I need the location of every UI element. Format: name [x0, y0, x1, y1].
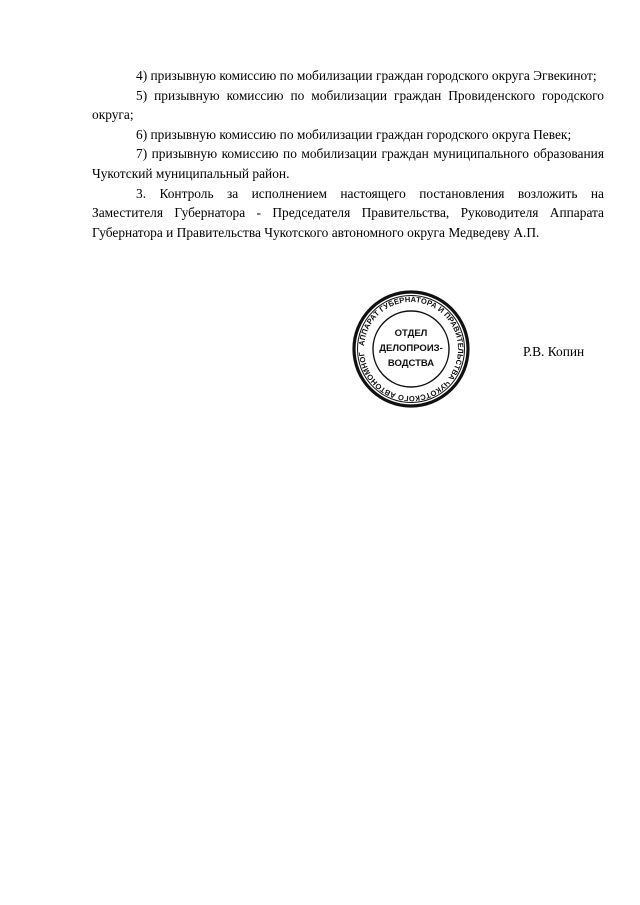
list-item-4: 4) призывную комиссию по мобилизации граждан городского округа Эгвекинот;: [136, 68, 597, 83]
signatory-name: Р.В. Копин: [523, 344, 585, 359]
list-item-7: 7) призывную комиссию по мобилизации граждан муниципального образования Чукотский муниципальный район.: [92, 146, 604, 181]
stamp-center-line-2: ДЕЛОПРОИЗ-: [379, 343, 443, 354]
stamp-center-line-1: ОТДЕЛ: [394, 328, 428, 339]
document-body: [92, 66, 604, 242]
list-item-6: 6) призывную комиссию по мобилизации граждан городского округа Певек;: [136, 126, 572, 142]
official-stamp: [351, 289, 471, 409]
list-item-5: 5) призывную комиссию по мобилизации граждан Провиденского городского округа;: [92, 87, 604, 123]
stamp-seal-icon: [351, 289, 471, 409]
clause-3: 3. Контроль за исполнением настоящего постановления возложить на Заместителя Губернатора - Председателя Правительства, Руководителя Аппарата Губернатора и Правительства Чукотского автономного округа Медведеву А.П.: [92, 185, 604, 240]
stamp-ring-text: АППАРАТ ГУБЕРНАТОРА И ПРАВИТЕЛЬСТВА ЧУКОТСКОГО АВТОНОМНОГ: [357, 294, 466, 404]
stamp-center-line-3: ВОДСТВА: [387, 358, 435, 369]
